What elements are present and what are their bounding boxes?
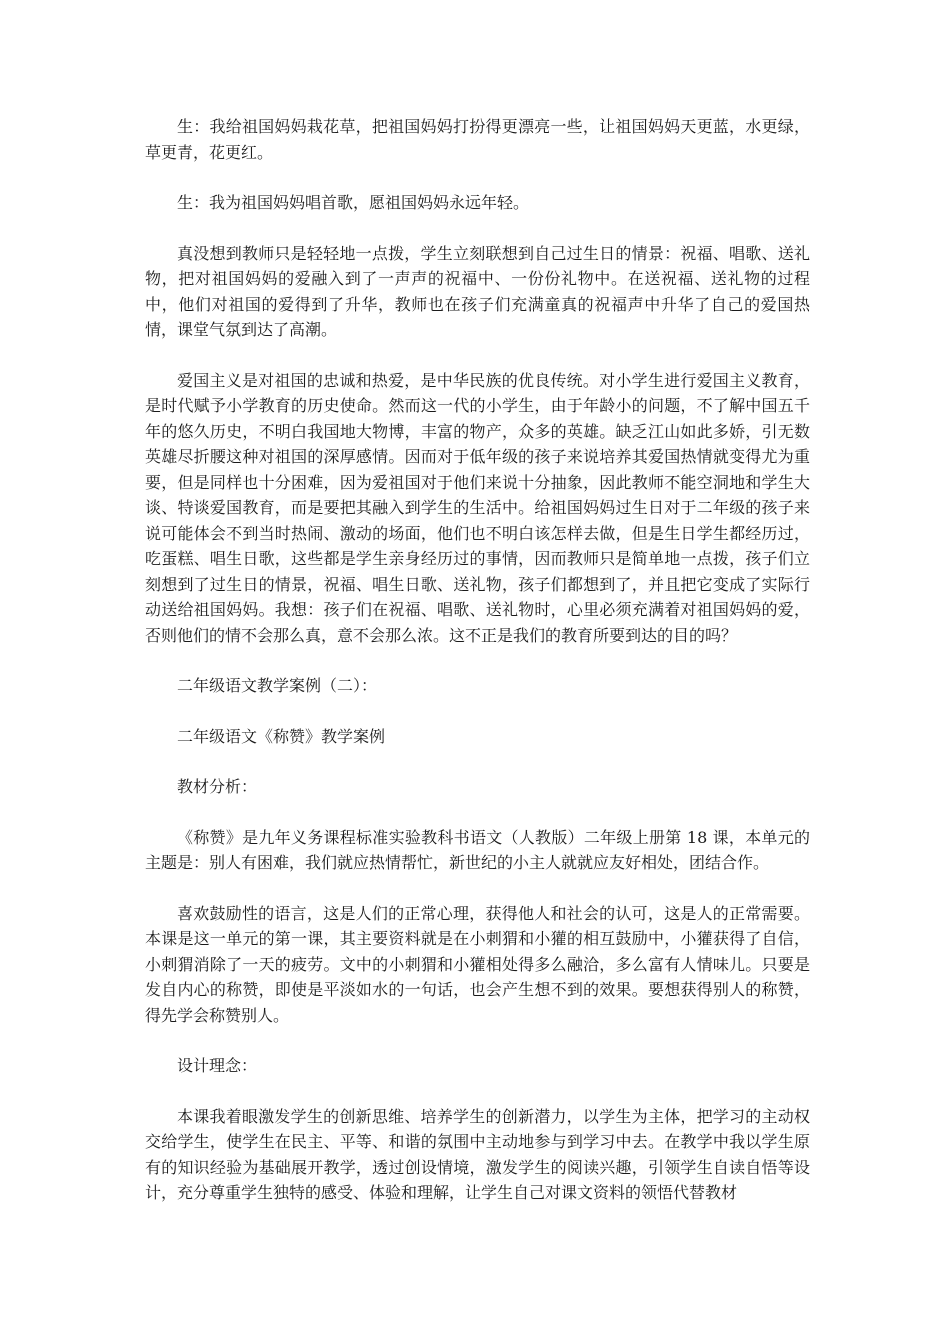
paragraph-design-concept: 本课我着眼激发学生的创新思维、培养学生的创新潜力，以学生为主体，把学习的主动权交给学生，使学生在民主、平等、和谐的氛围中主动地参与到学习中去。在教学中我以学生原有的知识经验为基础展开教学，透过创设情境，激发学生的阅读兴趣，引领学生自读自悟等设计，充分尊重学生独特的感受、体验和理解，让学生自己对课文资料的领悟代替教材 — [145, 1106, 810, 1202]
subheading-design-concept: 设计理念： — [177, 1056, 258, 1075]
paragraph-patriotism: 爱国主义是对祖国的忠诚和热爱，是中华民族的优良传统。对小学生进行爱国主义教育，是时代赋予小学教育的历史使命。然而这一代的小学生，由于年龄小的问题，不了解中国五千年的悠久历史，不明白我国地大物博，丰富的物产，众多的英雄。缺乏江山如此多娇，引无数英雄尽折腰这种对祖国的深厚感情。因而对于低年级的孩子来说培养其爱国热情就变得尤为重要，但是同样也十分困难，因为爱祖国对于他们来说十分抽象，因此教师不能空洞地和学生大谈、特谈爱国教育，而是要把其融入到学生的生活中。给祖国妈妈过生日对于二年级的孩子来说可能体会不到当时热闹、激动的场面，他们也不明白该怎样去做，但是生日学生都经历过，吃蛋糕、唱生日歌，这些都是学生亲身经历过的事情，因而教师只是简单地一点拨，孩子们立刻想到了过生日的情景，祝福、唱生日歌、送礼物，孩子们都想到了，并且把它变成了实际行动送给祖国妈妈。我想：孩子们在祝福、唱歌、送礼物时，心里必须充满着对祖国妈妈的爱，否则他们的情不会那么真，意不会那么浓。这不正是我们的教育所要到达的目的吗？ — [145, 370, 810, 645]
paragraph-textbook-intro: 《称赞》是九年义务课程标准实验教科书语文（人教版）二年级上册第 18 课，本单元的主题是：别人有困难，我们就应热情帮忙，新世纪的小主人就就应友好相处，团结合作。 — [145, 827, 810, 872]
document-body — [145, 114, 810, 1231]
paragraph-student-line-2: 生：我为祖国妈妈唱首歌，愿祖国妈妈永远年轻。 — [177, 193, 530, 212]
paragraph-reflection: 真没想到教师只是轻轻地一点拨，学生立刻联想到自己过生日的情景：祝福、唱歌、送礼物，把对祖国妈妈的爱融入到了一声声的祝福中、一份份礼物中。在送祝福、送礼物的过程中，他们对祖国的爱得到了升华，教师也在孩子们充满童真的祝福声中升华了自己的爱国热情，课堂气氛到达了高潮。 — [145, 243, 810, 339]
section-title-chengzan: 二年级语文《称赞》教学案例 — [177, 726, 386, 746]
paragraph-student-line-1: 生：我给祖国妈妈栽花草，把祖国妈妈打扮得更漂亮一些，让祖国妈妈天更蓝，水更绿，草更青，花更红。 — [145, 117, 810, 162]
section-heading-case-2: 二年级语文教学案例（二）： — [177, 676, 378, 695]
subheading-textbook-analysis: 教材分析： — [177, 777, 258, 796]
paragraph-encouragement: 喜欢鼓励性的语言，这是人们的正常心理，获得他人和社会的认可，这是人的正常需要。本课是这一单元的第一课，其主要资料就是在小刺猬和小獾的相互鼓励中，小獾获得了自信，小刺猬消除了一天的疲劳。文中的小刺猬和小獾相处得多么融洽，多么富有人情味儿。只要是发自内心的称赞，即使是平淡如水的一句话，也会产生想不到的效果。要想获得别人的称赞，得先学会称赞别人。 — [145, 903, 810, 1025]
